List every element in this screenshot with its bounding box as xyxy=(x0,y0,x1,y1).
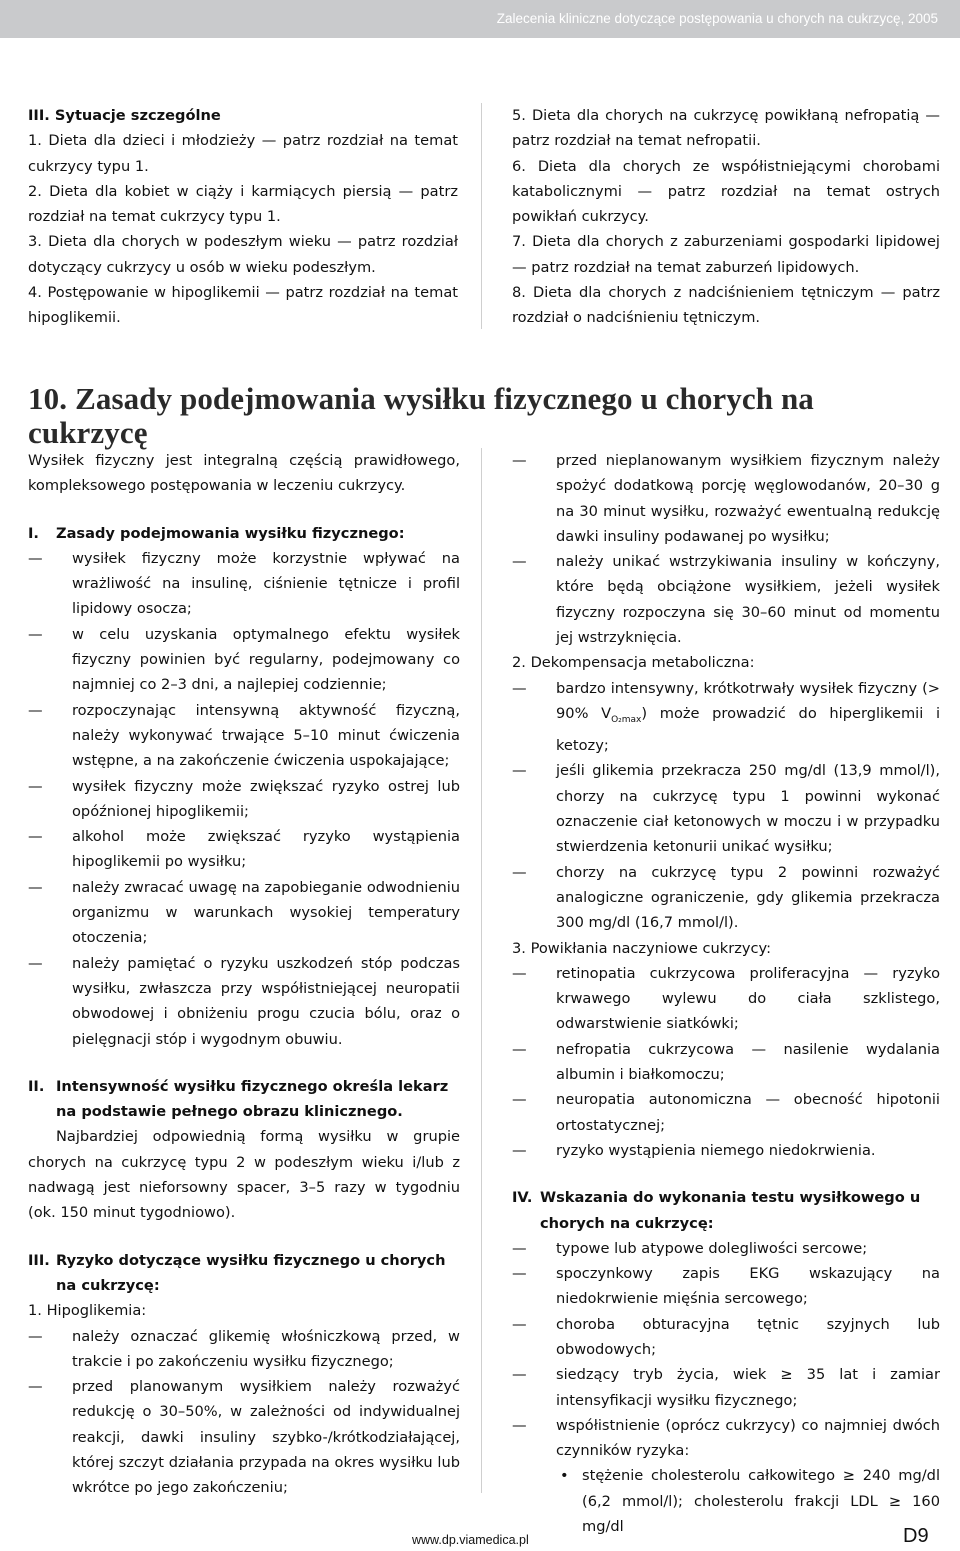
list-item: — chorzy na cukrzycę typu 2 powinni rozważyć analogiczne ograniczenie, gdy glikemia przekracza 300 mg/dl (16,7 mmol/l). xyxy=(512,860,940,936)
em-dash-icon: — xyxy=(512,553,527,571)
em-dash-icon: — xyxy=(512,1315,527,1333)
list-item: — ryzyko wystąpienia niemego niedokrwienia. xyxy=(512,1138,940,1163)
subsection-heading: III. Sytuacje szczególne xyxy=(28,107,221,124)
subsection-number: II. xyxy=(28,1077,45,1095)
em-dash-icon: — xyxy=(512,679,527,697)
list-item: — należy pamiętać o ryzyku uszkodzeń stóp podczas wysiłku, zwłaszcza przy współistniejącej neuropatii obwodowej i obniżeniu progu czucia bólu, oraz o pielęgnacji stóp i wygodnym obuwiu. xyxy=(28,951,460,1052)
running-title: Zalecenia kliniczne dotyczące postępowania u chorych na cukrzycę, 2005 xyxy=(496,11,938,26)
em-dash-icon: — xyxy=(28,878,43,896)
list-item: 8. Dieta dla chorych z nadciśnieniem tętniczym — patrz rozdział o nadciśnieniu tętniczym. xyxy=(512,284,940,327)
main-right-column xyxy=(512,448,940,1539)
subsection-number: I. xyxy=(28,524,39,542)
running-header xyxy=(0,0,960,38)
em-dash-icon: — xyxy=(28,777,43,795)
em-dash-icon: — xyxy=(512,452,527,469)
numbered-subheading: 1. Hipoglikemia: xyxy=(28,1302,147,1320)
em-dash-icon: — xyxy=(512,863,527,881)
list-item: 3. Dieta dla chorych w podeszłym wieku — patrz rozdział dotyczący cukrzycy u osób w wieku podeszłym. xyxy=(28,233,458,276)
list-item: — należy unikać wstrzykiwania insuliny w kończyny, które będą obciążone wysiłkiem, jeżeli wysiłek fizyczny rozpoczyna się 30–60 minut od momentu jej wstrzyknięcia. xyxy=(512,549,940,650)
list-item: — rozpoczynając intensywną aktywność fizyczną, należy wykonywać trwające 5–10 minut ćwiczenia wstępne, a na zakończenie ćwiczenia uspokajające; xyxy=(28,698,460,774)
em-dash-icon: — xyxy=(512,1366,527,1384)
subsection-heading: II. Intensywność wysiłku fizycznego określa lekarz na podstawie pełnego obrazu klinicznego. xyxy=(28,1074,460,1125)
subsection-heading: IV. Wskazania do wykonania testu wysiłkowego u chorych na cukrzycę: xyxy=(512,1185,940,1236)
em-dash-icon: — xyxy=(512,1239,527,1257)
em-dash-icon: — xyxy=(512,1416,527,1434)
em-dash-icon: — xyxy=(512,1091,527,1109)
body-paragraph: Najbardziej odpowiednią formą wysiłku w grupie chorych na cukrzycę typu 2 w podeszłym wieku i/lub z nadwagą jest nieforsowny spacer, 3–5 razy w tygodniu (ok. 150 minut tygodniowo). xyxy=(28,1128,460,1222)
em-dash-icon: — xyxy=(28,549,43,567)
list-item: 7. Dieta dla chorych z zaburzeniami gospodarki lipidowej — patrz rozdział na temat zaburzeń lipidowych. xyxy=(512,233,940,276)
subsection-heading: III. Ryzyko dotyczące wysiłku fizycznego u chorych na cukrzycę: xyxy=(28,1248,460,1299)
em-dash-icon: — xyxy=(28,954,43,972)
em-dash-icon: — xyxy=(28,1327,43,1345)
em-dash-icon: — xyxy=(28,1378,43,1396)
vo2max-subscript: O₂max xyxy=(611,714,642,725)
list-item: — neuropatia autonomiczna — obecność hipotonii ortostatycznej; xyxy=(512,1087,940,1138)
list-item: — jeśli glikemia przekracza 250 mg/dl (13,9 mmol/l), chorzy na cukrzycę typu 1 powinni wykonać oznaczenie ciał ketonowych w moczu i w przypadku stwierdzenia ketonurii unikać wysiłku; xyxy=(512,758,940,859)
list-item: 5. Dieta dla chorych na cukrzycę powikłaną nefropatią — patrz rozdział na temat nefropatii. xyxy=(512,107,940,150)
column-divider xyxy=(481,448,482,1493)
section-title-text: Zasady podejmowania wysiłku fizycznego u chorych na cukrzycę xyxy=(28,381,814,450)
main-left-column xyxy=(28,448,460,1501)
list-item: — w celu uzyskania optymalnego efektu wysiłek fizyczny powinien być regularny, podejmowany co najmniej co 2–3 dni, a najlepiej codziennie; xyxy=(28,622,460,698)
bullet-dot-icon: • xyxy=(560,1467,569,1485)
em-dash-icon: — xyxy=(28,625,43,643)
list-item: — choroba obturacyjna tętnic szyjnych lub obwodowych; xyxy=(512,1312,940,1363)
column-divider xyxy=(481,103,482,329)
page-number: D9 xyxy=(903,1525,929,1547)
section-title xyxy=(28,382,938,450)
list-item: — typowe lub atypowe dolegliwości sercowe; xyxy=(512,1236,940,1261)
em-dash-icon: — xyxy=(512,1141,527,1159)
intro-paragraph: Wysiłek fizyczny jest integralną częścią prawidłowego, kompleksowego postępowania w leczeniu cukrzycy. xyxy=(28,452,460,495)
list-item: — współistnienie (oprócz cukrzycy) co najmniej dwóch czynników ryzyka: xyxy=(512,1413,940,1464)
list-item: — retinopatia cukrzycowa proliferacyjna — ryzyko krwawego wylewu do ciała szklistego, odwarstwienie siatkówki; xyxy=(512,961,940,1037)
list-item: — należy oznaczać glikemię włośniczkową przed, w trakcie i po zakończeniu wysiłku fizycznego; xyxy=(28,1324,460,1375)
list-item: — przed nieplanowanym wysiłkiem fizycznym należy spożyć dodatkową porcję węglowodanów, 20–30 g na 30 minut wysiłku, rozważyć ewentualną redukcję dawki insuliny podawanej po wysiłku; xyxy=(512,448,940,549)
em-dash-icon: — xyxy=(512,1265,527,1283)
subsection-number: IV. xyxy=(512,1189,533,1207)
subsection-heading: I. Zasady podejmowania wysiłku fizycznego: xyxy=(28,521,460,546)
footer-url[interactable]: www.dp.viamedica.pl xyxy=(412,1533,529,1547)
bullet-item: • stężenie cholesterolu całkowitego ≥ 240 mg/dl (6,2 mmol/l); cholesterolu frakcji LDL ≥ 160 mg/dl xyxy=(512,1463,940,1539)
list-item: — bardzo intensywny, krótkotrwały wysiłek fizyczny (> 90% $V_{O_2max}$) może prowadzić do hiperglikemii i ketozy; xyxy=(512,676,940,759)
em-dash-icon: — xyxy=(512,1040,527,1058)
list-item: — wysiłek fizyczny może zwiększać ryzyko ostrej lub opóźnionej hipoglikemii; xyxy=(28,774,460,825)
list-item: 1. Dieta dla dzieci i młodzieży — patrz rozdział na temat cukrzycy typu 1. xyxy=(28,132,458,175)
em-dash-icon: — xyxy=(28,701,43,719)
list-item: — nefropatia cukrzycowa — nasilenie wydalania albumin i białkomoczu; xyxy=(512,1037,940,1088)
list-item: — alkohol może zwiększać ryzyko wystąpienia hipoglikemii po wysiłku; xyxy=(28,824,460,875)
subsection-number: III. xyxy=(28,1251,50,1269)
list-item: — spoczynkowy zapis EKG wskazujący na niedokrwienie mięśnia sercowego; xyxy=(512,1261,940,1312)
em-dash-icon: — xyxy=(512,964,527,982)
list-item: 2. Dieta dla kobiet w ciąży i karmiących piersią — patrz rozdział na temat cukrzycy typu 1. xyxy=(28,182,458,226)
list-item: 4. Postępowanie w hipoglikemii — patrz rozdział na temat hipoglikemii. xyxy=(28,284,458,327)
list-item: 6. Dieta dla chorych ze współistniejącymi chorobami katabolicznymi — patrz rozdział na temat ostrych powikłań cukrzycy. xyxy=(512,157,940,226)
top-left-column xyxy=(28,103,458,331)
em-dash-icon: — xyxy=(28,828,43,846)
list-item: — należy zwracać uwagę na zapobieganie odwodnieniu organizmu w warunkach wysokiej temperatury otoczenia; xyxy=(28,875,460,951)
em-dash-icon: — xyxy=(512,762,527,780)
section-number: 10. xyxy=(28,381,68,416)
numbered-subheading: 2. Dekompensacja metaboliczna: xyxy=(512,654,755,672)
list-item: — wysiłek fizyczny może korzystnie wpływać na wrażliwość na insulinę, ciśnienie tętnicze i profil lipidowy osocza; xyxy=(28,546,460,622)
list-item: — siedzący tryb życia, wiek ≥ 35 lat i zamiar intensyfikacji wysiłku fizycznego; xyxy=(512,1362,940,1413)
top-right-column xyxy=(512,103,940,331)
list-item: — przed planowanym wysiłkiem należy rozważyć redukcję o 30–50%, w zależności od indywidualnej reakcji, dawki insuliny szybko-/krótkodziałającej, której szczyt działania przypada na okres wysiłku lub wkrótce po jego zakończeniu; xyxy=(28,1374,460,1500)
numbered-subheading: 3. Powikłania naczyniowe cukrzycy: xyxy=(512,939,772,957)
